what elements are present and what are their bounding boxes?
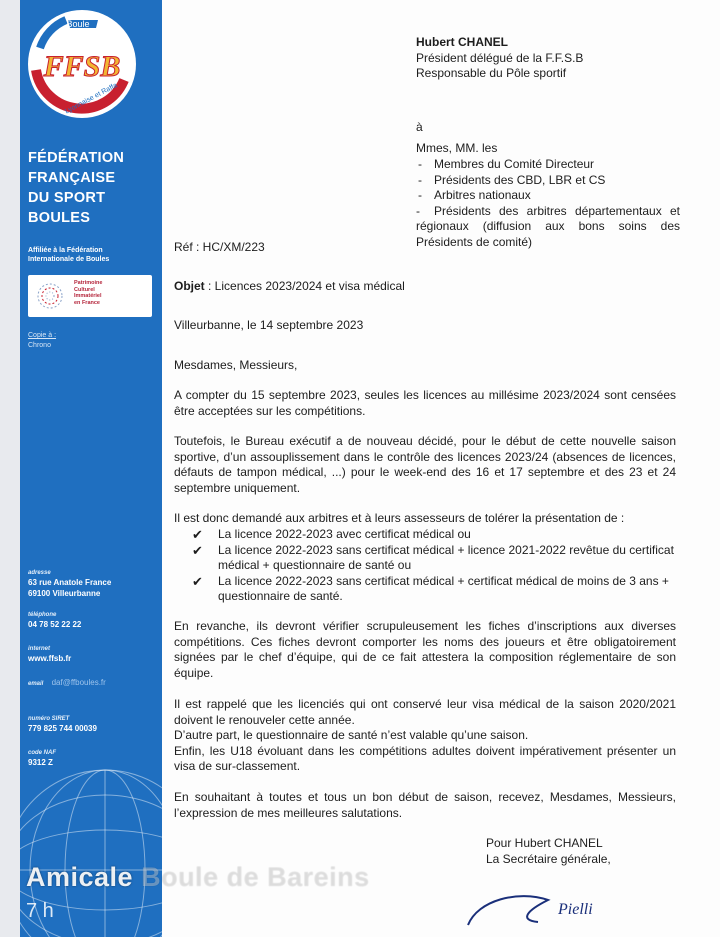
- internet-label: internet: [28, 646, 51, 652]
- signature-line: Pour Hubert CHANEL: [486, 836, 603, 850]
- paragraph-5-line: D’autre part, le questionnaire de santé n’est valable qu’une saison.: [174, 728, 529, 743]
- checklist-text: La licence 2022-2023 sans certificat médical + certificat médical de moins de 3 ans + questionnaire de santé.: [218, 573, 669, 604]
- fed-name-line: FÉDÉRATION: [28, 150, 125, 166]
- checklist-item: [174, 543, 676, 574]
- watermark: [26, 862, 370, 893]
- patrimoine-line: Patrimoine: [74, 280, 103, 286]
- check-icon: ✔: [192, 527, 203, 542]
- salutation: Mesdames, Messieurs,: [174, 358, 298, 372]
- recipients-list: [416, 157, 680, 204]
- ffsb-logo: [26, 8, 138, 120]
- adresse-label: adresse: [28, 570, 51, 576]
- paragraph-1: A compter du 15 septembre 2023, seules les licences au millésime 2023/2024 sont censées être acceptées sur les compétitions.: [174, 388, 676, 418]
- siret-value: 779 825 744 00039: [28, 724, 97, 733]
- checklist-item: [174, 527, 676, 543]
- email-label: email: [28, 681, 44, 687]
- copie-label: Copie à :: [28, 332, 57, 339]
- copie-section: [28, 331, 56, 351]
- sender-recipients-block: [416, 35, 680, 251]
- logo-letters: FFSB: [43, 50, 121, 83]
- sender-name: Hubert CHANEL: [416, 35, 508, 49]
- patrimoine-line: Culturel: [74, 286, 95, 293]
- federation-name: [28, 148, 158, 228]
- objet-text: : Licences 2023/2024 et visa médical: [204, 279, 405, 293]
- telephone-block: [28, 611, 158, 630]
- patrimoine-badge: [28, 275, 152, 317]
- signature-scrawl: [458, 870, 658, 930]
- internet-link[interactable]: www.ffsb.fr: [28, 654, 72, 663]
- adresse-line: 63 rue Anatole France: [28, 578, 112, 587]
- patrimoine-text: [74, 280, 102, 306]
- checklist-text: La licence 2022-2023 sans certificat médical + licence 2021-2022 revêtue du certificat médical + questionnaire de santé ou: [218, 542, 674, 573]
- checklist-text: La licence 2022-2023 avec certificat médical ou: [218, 527, 471, 541]
- logo-boule-text: Boule: [66, 19, 90, 29]
- paragraph-4: En revanche, ils devront vérifier scrupuleusement les fiches d’inscriptions aux diverses compétitions. Ces fiches devront comporter les noms des joueurs et être obligatoirement signées par le chef d’équipe, qui de ce fait attestera la composition réglementaire de son équipe.: [174, 619, 676, 680]
- paragraph-2: Toutefois, le Bureau exécutif a de nouveau décidé, pour le début de cette nouvelle saison sportive, d’un assouplissement dans le contrôle des licences 2023/24 (absences de licences, défauts de tampon médical, ...) pour le week-end des 16 et 17 septembre et des 23 et 24 septembre uniquement.: [174, 434, 676, 495]
- reference: Réf : HC/XM/223: [174, 240, 265, 254]
- objet-line: [174, 279, 405, 295]
- fed-name-line: BOULES: [28, 210, 91, 226]
- copie-value: Chrono: [28, 342, 51, 349]
- adresse-block: [28, 569, 158, 599]
- patrimoine-icon: [34, 281, 66, 311]
- sidebar: [20, 0, 162, 937]
- sender-title: Responsable du Pôle sportif: [416, 66, 567, 81]
- paragraph-5: [174, 697, 676, 775]
- email-block: [28, 678, 106, 687]
- patrimoine-line: Immatériel: [74, 293, 102, 299]
- left-margin: [0, 0, 20, 937]
- paragraph-5-line: Enfin, les U18 évoluant dans les compétitions adultes doivent impérativement présenter un visa de sur-classement.: [174, 743, 676, 774]
- recipient-item-long: - Présidents des arbitres départementaux et régionaux (diffusion aux bons soins des Présidents de comité): [416, 203, 680, 249]
- logo-arc-text: Lyonnaise et Raffa: [64, 81, 119, 116]
- check-icon: ✔: [192, 573, 203, 589]
- recipient-item: - Arbitres nationaux: [416, 188, 680, 204]
- affiliation-line: Internationale de Boules: [28, 256, 110, 263]
- patrimoine-line: en France: [74, 299, 100, 306]
- sender-title: Président délégué de la F.F.S.B: [416, 50, 584, 65]
- paragraph-3: Il est donc demandé aux arbitres et à leurs assesseurs de tolérer la présentation de :: [174, 511, 625, 525]
- checklist-item: [174, 574, 676, 605]
- paragraph-6: En souhaitant à toutes et tous un bon début de saison, recevez, Mesdames, Messieurs, l’expression de mes meilleures salutations.: [174, 790, 676, 820]
- affiliation-line: Affiliée à la Fédération: [28, 247, 103, 254]
- fed-name-line: DU SPORT: [28, 190, 106, 206]
- place-date: Villeurbanne, le 14 septembre 2023: [174, 318, 364, 332]
- signature-line: La Secrétaire générale,: [486, 851, 611, 866]
- recipients-intro: Mmes, MM. les: [416, 141, 498, 156]
- a-label: à: [416, 119, 423, 134]
- naf-label: code NAF: [28, 750, 57, 756]
- signature-block: [486, 836, 656, 918]
- check-icon: ✔: [192, 542, 203, 558]
- siret-label: numéro SIRET: [28, 716, 70, 722]
- signature-text: Pielli: [558, 901, 593, 918]
- adresse-line: 69100 Villeurbanne: [28, 589, 101, 598]
- paragraph-5-line: Il est rappelé que les licenciés qui ont conservé leur visa médical de la saison 2020/2021 doivent le renouveler cette année.: [174, 697, 676, 727]
- email-link[interactable]: daf@ffboules.fr: [51, 678, 106, 687]
- fed-name-line: FRANÇAISE: [28, 170, 116, 186]
- recipient-item-text: Présidents des arbitres départementaux et régionaux (diffusion aux bons soins des Présidents de comité): [416, 203, 680, 249]
- telephone-label: téléphone: [28, 612, 57, 618]
- telephone-value: 04 78 52 22 22: [28, 620, 82, 629]
- naf-value: 9312 Z: [28, 758, 53, 767]
- affiliation-text: [28, 246, 153, 264]
- watermark-time: 7 h: [26, 900, 54, 922]
- objet-label: Objet: [174, 279, 205, 293]
- watermark-part: Boule de Bareins: [141, 862, 370, 892]
- recipient-item: - Membres du Comité Directeur: [416, 157, 680, 173]
- recipient-item: - Présidents des CBD, LBR et CS: [416, 173, 680, 189]
- internet-block: [28, 645, 158, 664]
- watermark-part: Amicale: [26, 862, 134, 892]
- checklist: [174, 527, 676, 605]
